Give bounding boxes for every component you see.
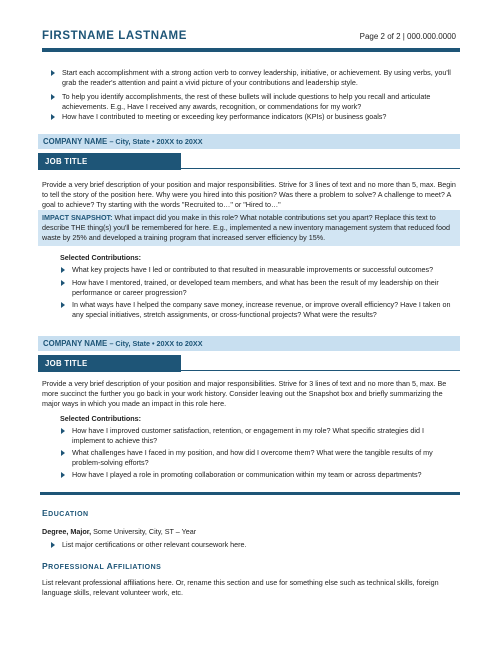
- job-title: JOB TITLE: [38, 355, 181, 372]
- list-item: [72, 265, 458, 275]
- bullet-text: How have I played a role in promoting collaboration or communication within my team or across departments?: [72, 470, 422, 479]
- company-name: COMPANY NAME: [43, 137, 108, 146]
- company-band: [38, 336, 460, 351]
- heading-rest: ROFESSIONAL: [48, 564, 107, 571]
- degree-major: Degree, Major,: [42, 527, 92, 536]
- selected-contributions-heading: Selected Contributions:: [60, 253, 142, 262]
- position-description: Provide a very brief description of your position and major responsibilities. Strive for 3 lines of text and no more than 5, max. Be more succinct the further you go back in your work history. Consider leaving out the Snapshot box and briefly summarizing the major ways in which you made an impact in this role here.: [42, 379, 447, 408]
- bullet-text: List major certifications or other relevant coursework here.: [62, 540, 247, 549]
- affiliations-heading: [42, 561, 161, 571]
- bullet-triangle-icon: [61, 450, 65, 456]
- section-rule: [40, 492, 460, 495]
- affiliations-text: List relevant professional affiliations here. Or, rename this section and use for something else such as technical skills, foreign language skills, relevant volunteer work, etc.: [42, 578, 439, 597]
- bullet-triangle-icon: [61, 280, 65, 286]
- bullet-triangle-icon: [61, 472, 65, 478]
- impact-snapshot: [38, 210, 460, 246]
- bullet-text: How have I improved customer satisfaction, retention, or engagement in my role? What specific strategies did I implement to achieve this?: [72, 426, 424, 445]
- bullet-triangle-icon: [51, 542, 55, 548]
- bullet-text: How have I mentored, trained, or developed team members, and what has been the result of my leadership on their performance or career progression?: [72, 278, 439, 297]
- candidate-name: FIRSTNAME LASTNAME: [42, 30, 187, 42]
- impact-text: What impact did you make in this role? What notable contributions set you apart? Replace this text to describe THE thing(s) you'll be remembered for here. E.g., implemented a new inventory management system that reduced food waste by 25% and developed a training program that increased server efficiency by 15%.: [42, 213, 450, 242]
- list-item: [72, 278, 458, 298]
- bullet-triangle-icon: [51, 94, 55, 100]
- impact-label: IMPACT SNAPSHOT:: [42, 213, 113, 222]
- list-item: [72, 470, 458, 480]
- degree-line: [42, 527, 458, 537]
- list-item: [62, 92, 458, 112]
- education-heading: [42, 508, 89, 518]
- list-item: [62, 540, 458, 550]
- bullet-text: Start each accomplishment with a strong action verb to convey leadership, initiative, or achievement. By using verbs, you'll grab the reader's attention and paint a vivid picture of your contributions and leadership style.: [62, 68, 451, 87]
- bullet-triangle-icon: [61, 302, 65, 308]
- degree-school: Some University, City, ST – Year: [91, 527, 197, 536]
- bullet-text: How have I contributed to meeting or exceeding key performance indicators (KPIs) or business goals?: [62, 112, 387, 121]
- bullet-triangle-icon: [51, 70, 55, 76]
- list-item: [72, 426, 458, 446]
- heading-initial: P: [42, 561, 49, 571]
- heading-initial: E: [42, 508, 49, 518]
- list-item: [72, 448, 458, 468]
- heading-initial: A: [106, 561, 114, 571]
- list-item: [62, 112, 458, 122]
- list-item: [62, 68, 458, 88]
- bullet-text: What challenges have I faced in my position, and how did I overcome them? What were the tangible results of my problem-solving efforts?: [72, 448, 433, 467]
- company-location-dates: – City, State • 20XX to 20XX: [109, 137, 203, 146]
- bullet-triangle-icon: [51, 114, 55, 120]
- bullet-text: To help you identify accomplishments, the rest of these bullets will include questions to help you recall and articulate achievements. E.g., Have I received any awards, recognition, or commendations for my work?: [62, 92, 431, 111]
- list-item: [72, 300, 458, 320]
- company-name: COMPANY NAME: [43, 339, 108, 348]
- job-title: JOB TITLE: [38, 153, 181, 170]
- heading-rest: DUCATION: [48, 511, 89, 518]
- selected-contributions-heading: Selected Contributions:: [60, 414, 142, 423]
- bullet-triangle-icon: [61, 428, 65, 434]
- bullet-text: What key projects have I led or contributed to that resulted in measurable improvements or successful outcomes?: [72, 265, 434, 274]
- bullet-text: In what ways have I helped the company save money, increase revenue, or improve overall efficiency? Have I taken on any special initiatives, stretch assignments, or cross-functional projects? What were the results?: [72, 300, 451, 319]
- heading-rest: FFILIATIONS: [113, 564, 162, 571]
- company-location-dates: – City, State • 20XX to 20XX: [109, 339, 203, 348]
- page-info: Page 2 of 2 | 000.000.0000: [359, 32, 456, 41]
- company-band: [38, 134, 460, 149]
- bullet-triangle-icon: [61, 267, 65, 273]
- header-rule: [42, 48, 460, 52]
- position-description: Provide a very brief description of your position and major responsibilities. Strive for 3 lines of text and no more than 5, max. Begin to tell the story of the position here. Why were you hired into this position? Was there a problem to solve? A challenge to meet? A goal to achieve? Try starting with the words "Recruited to…" or "Hired to…": [42, 180, 456, 209]
